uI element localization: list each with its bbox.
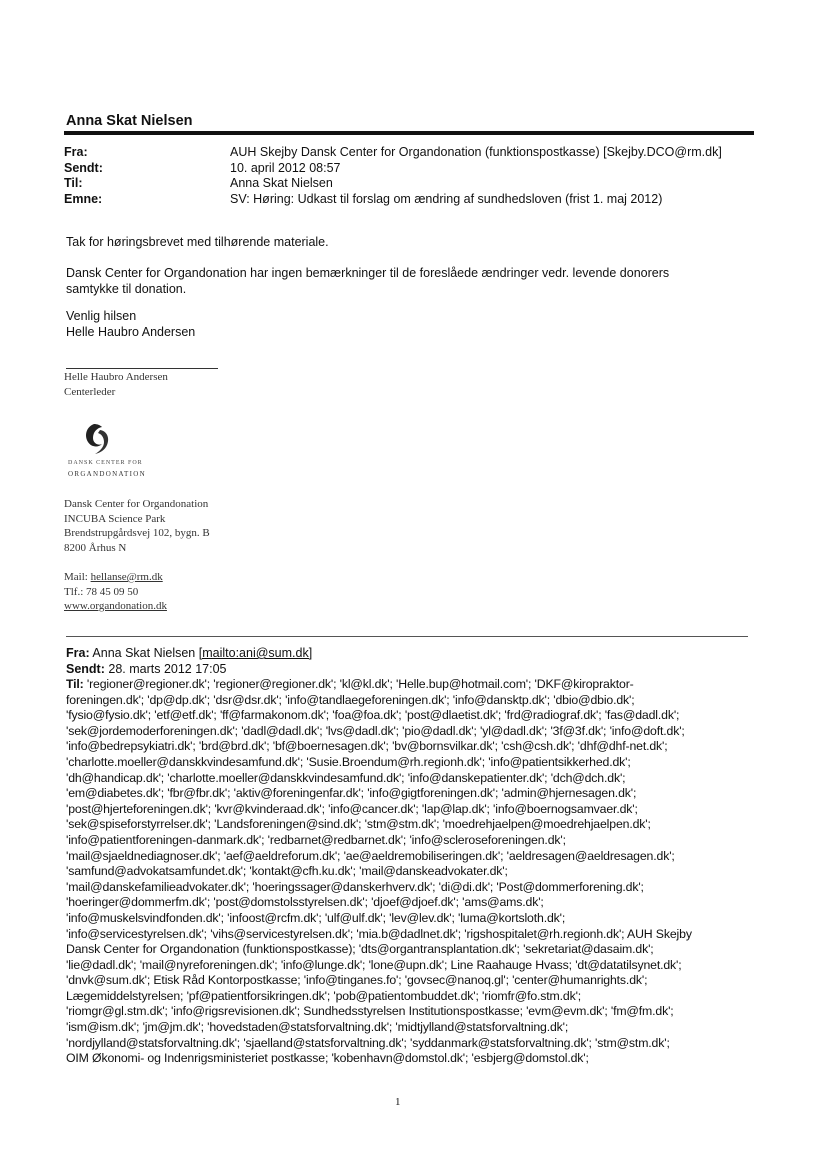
forwarded-to-label: Til: [66, 677, 84, 691]
mail-link[interactable]: hellanse@rm.dk [90, 571, 163, 583]
body-paragraph-thanks: Tak for høringsbrevet med tilhørende materiale. [66, 235, 329, 249]
forwarded-from-row [66, 646, 756, 662]
recipient-line: OIM Økonomi- og Indenrigsministeriet postkasse; 'kobenhavn@domstol.dk'; 'esbjerg@domstol.dk'; [66, 1051, 589, 1066]
recipient-line: 'nordjylland@statsforvaltning.dk'; 'sjaelland@statsforvaltning.dk'; 'syddanmark@statsforvaltning.dk'; 'stm@stm.dk'; [66, 1035, 670, 1050]
page-number: 1 [395, 1096, 401, 1108]
forwarded-sent-row [66, 662, 756, 678]
subject-label: Emne: [64, 191, 103, 206]
signature-contact [64, 570, 167, 614]
recipient-line: 'riomgr@gl.stm.dk'; 'info@rigsrevisionen.dk'; Sundhedsstyrelsen Institutionspostkasse; 'evm@evm.dk'; 'fm@fm.dk'; [66, 1004, 674, 1019]
recipient-line: 'dh@handicap.dk'; 'charlotte.moeller@danskkvindesamfund.dk'; 'info@danskepatienter.dk'; 'dch@dch.dk'; [66, 770, 626, 785]
closing-name: Helle Haubro Andersen [66, 324, 196, 339]
recipient-line: 'info@muskelsvindfonden.dk'; 'infoost@rcfm.dk'; 'ulf@ulf.dk'; 'lev@lev.dk'; 'luma@kortsloth.dk'; [66, 910, 566, 925]
recipient-line: 'hoeringer@dommerfm.dk'; 'post@domstolsstyrelsen.dk'; 'djoef@djoef.dk'; 'ams@ams.dk'; [66, 895, 544, 910]
recipient-line: foreningen.dk'; 'dp@dp.dk'; 'dsr@dsr.dk'; 'info@tandlaegeforeningen.dk'; 'info@dansktp.dk'; 'dbio@dbio.dk'; [66, 692, 635, 707]
website-link[interactable]: www.organdonation.dk [64, 600, 167, 612]
recipient-line: 'charlotte.moeller@danskkvindesamfund.dk'; 'Susie.Broendum@rh.regionh.dk'; 'info@patientsikkerhed.dk'; [66, 754, 631, 769]
recipient-line: 'sek@spiseforstyrrelser.dk'; 'Landsforeningen@sind.dk'; 'stm@stm.dk'; 'moedrehjaelpen@moedrehjaelpen.dk'; [66, 817, 651, 832]
forwarded-message [66, 646, 756, 1067]
signature-phone-row [64, 585, 167, 600]
header-sent-row [64, 161, 722, 177]
forwarded-sent-value: 28. marts 2012 17:05 [108, 661, 227, 676]
recipient-line: 'ism@ism.dk'; 'jm@jm.dk'; 'hovedstaden@statsforvaltning.dk'; 'midtjylland@statsforvaltning.dk'; [66, 1020, 569, 1035]
to-label: Til: [64, 176, 83, 190]
recipient-line: 'info@servicestyrelsen.dk'; 'vihs@servicestyrelsen.dk'; 'mia.b@dadlnet.dk'; 'rigshospitalet@rh.regionh.dk'; AUH Skejby [66, 926, 692, 941]
recipient-line: 'mail@danskefamilieadvokater.dk'; 'hoeringssager@danskerhverv.dk'; 'di@di.dk'; 'Post@dommerforening.dk'; [66, 879, 644, 894]
mail-label: Mail: [64, 571, 88, 583]
signature-name-block [64, 370, 168, 399]
recipient-line: Dansk Center for Organdonation (funktionspostkasse); 'dts@organtransplantation.dk'; 'sekretariat@dasaim.dk'; [66, 942, 654, 957]
recipient-line: Lægemiddelstyrelsen; 'pf@patientforsikringen.dk'; 'pob@patientombuddet.dk'; 'riomfr@fo.stm.dk'; [66, 988, 582, 1003]
header-subject-row [64, 192, 722, 208]
mailbox-owner-name: Anna Skat Nielsen [66, 113, 193, 129]
signature-mail-row [64, 570, 167, 585]
forwarded-sent-label: Sendt: [66, 661, 105, 676]
body-closing [66, 309, 706, 340]
organdonation-logo-icon [60, 418, 150, 458]
recipient-line: 'dnvk@sum.dk'; Etisk Råd Kontorpostkasse; 'info@tinganes.fo'; 'govsec@nanoq.gl'; 'center@humanrights.dk'; [66, 973, 648, 988]
header-to-row [64, 176, 722, 192]
forward-divider [66, 636, 748, 637]
recipient-line: 'info@patientforeningen-danmark.dk'; 'redbarnet@redbarnet.dk'; 'info@scleroseforeningen.dk'; [66, 832, 566, 847]
subject-value: SV: Høring: Udkast til forslag om ændring af sundhedsloven (frist 1. maj 2012) [230, 191, 663, 206]
email-header [64, 145, 722, 207]
signature-title: Centerleder [64, 385, 116, 398]
forwarded-from-mailto-link[interactable]: [mailto:ani@sum.dk] [198, 646, 313, 660]
body-paragraph-remarks [66, 266, 706, 297]
recipient-line: 'samfund@advokatsamfundet.dk'; 'kontakt@cfh.ku.dk'; 'mail@danskeadvokater.dk'; [66, 864, 508, 879]
signature-address-line-1: INCUBA Science Park [64, 512, 166, 525]
header-rule [64, 131, 754, 135]
body-remarks-line-2: samtykke til donation. [66, 281, 187, 296]
sent-label: Sendt: [64, 160, 103, 175]
recipient-line: 'sek@jordemoderforeningen.dk'; 'dadl@dadl.dk'; 'lvs@dadl.dk'; 'pio@dadl.dk'; 'yl@dadl.dk'; '3f@3f.dk'; 'info@doft.dk'; [66, 723, 685, 738]
signature-name: Helle Haubro Andersen [64, 371, 168, 383]
logo-text-line-2: ORGANDONATION [68, 470, 146, 478]
closing-greeting: Venlig hilsen [66, 309, 137, 323]
recipient-line: 'info@bedrepsykiatri.dk'; 'brd@brd.dk'; 'bf@boernesagen.dk'; 'bv@bornsvilkar.dk'; 'csh@csh.dk'; 'dhf@dhf-net.dk'; [66, 739, 668, 754]
recipient-line: 'post@hjerteforeningen.dk'; 'kvr@kvinderaad.dk'; 'info@cancer.dk'; 'lap@lap.dk'; 'info@boernogsamvaer.dk'; [66, 801, 638, 816]
recipient-line: 'lie@dadl.dk'; 'mail@nyreforeningen.dk'; 'info@lunge.dk'; 'lone@upn.dk'; Line Raahauge Hvass; 'dt@datatilsynet.dk'; [66, 957, 682, 972]
header-from-row [64, 145, 722, 161]
recipient-line-text: 'regioner@regioner.dk'; 'regioner@regioner.dk'; 'kl@kl.dk'; 'Helle.bup@hotmail.com'; 'DKF@kiropraktor- [86, 677, 634, 691]
forwarded-from-label: Fra: [66, 646, 90, 660]
sent-value: 10. april 2012 08:57 [230, 160, 341, 175]
signature-org: Dansk Center for Organdonation [64, 498, 209, 510]
recipient-line: 'fysio@fysio.dk'; 'etf@etf.dk'; 'ff@farmakonom.dk'; 'foa@foa.dk'; 'post@dlaetist.dk'; 'frd@radiograf.dk'; 'fas@dadl.dk'; [66, 708, 680, 723]
signature-address-line-3: 8200 Århus N [64, 541, 127, 554]
from-value: AUH Skejby Dansk Center for Organdonation (funktionspostkasse) [Skejby.DCO@rm.dk] [230, 145, 722, 159]
phone-value: 78 45 09 50 [86, 585, 139, 598]
to-value: Anna Skat Nielsen [230, 176, 333, 190]
signature-address [64, 497, 210, 555]
logo-text-line-1: DANSK CENTER FOR [68, 460, 143, 466]
recipient-line: 'mail@sjaeldnediagnoser.dk'; 'aef@aeldreforum.dk'; 'ae@aeldremobiliseringen.dk'; 'aeldresagen@aeldresagen.dk'; [66, 848, 675, 863]
recipient-line: 'em@diabetes.dk'; 'fbr@fbr.dk'; 'aktiv@foreningenfar.dk'; 'info@gigtforeningen.dk'; 'admin@hjernesagen.dk'; [66, 786, 637, 801]
recipient-line [66, 677, 756, 693]
body-remarks-line-1: Dansk Center for Organdonation har ingen bemærkninger til de foreslåede ændringer vedr. levende donorers [66, 266, 670, 280]
forwarded-from-name: Anna Skat Nielsen [92, 646, 196, 660]
phone-label: Tlf.: [64, 585, 84, 598]
forwarded-recipient-list [66, 677, 756, 1067]
signature-address-line-2: Brendstrupgårdsvej 102, bygn. B [64, 527, 210, 539]
signature-rule [66, 368, 218, 369]
from-label: Fra: [64, 145, 88, 159]
